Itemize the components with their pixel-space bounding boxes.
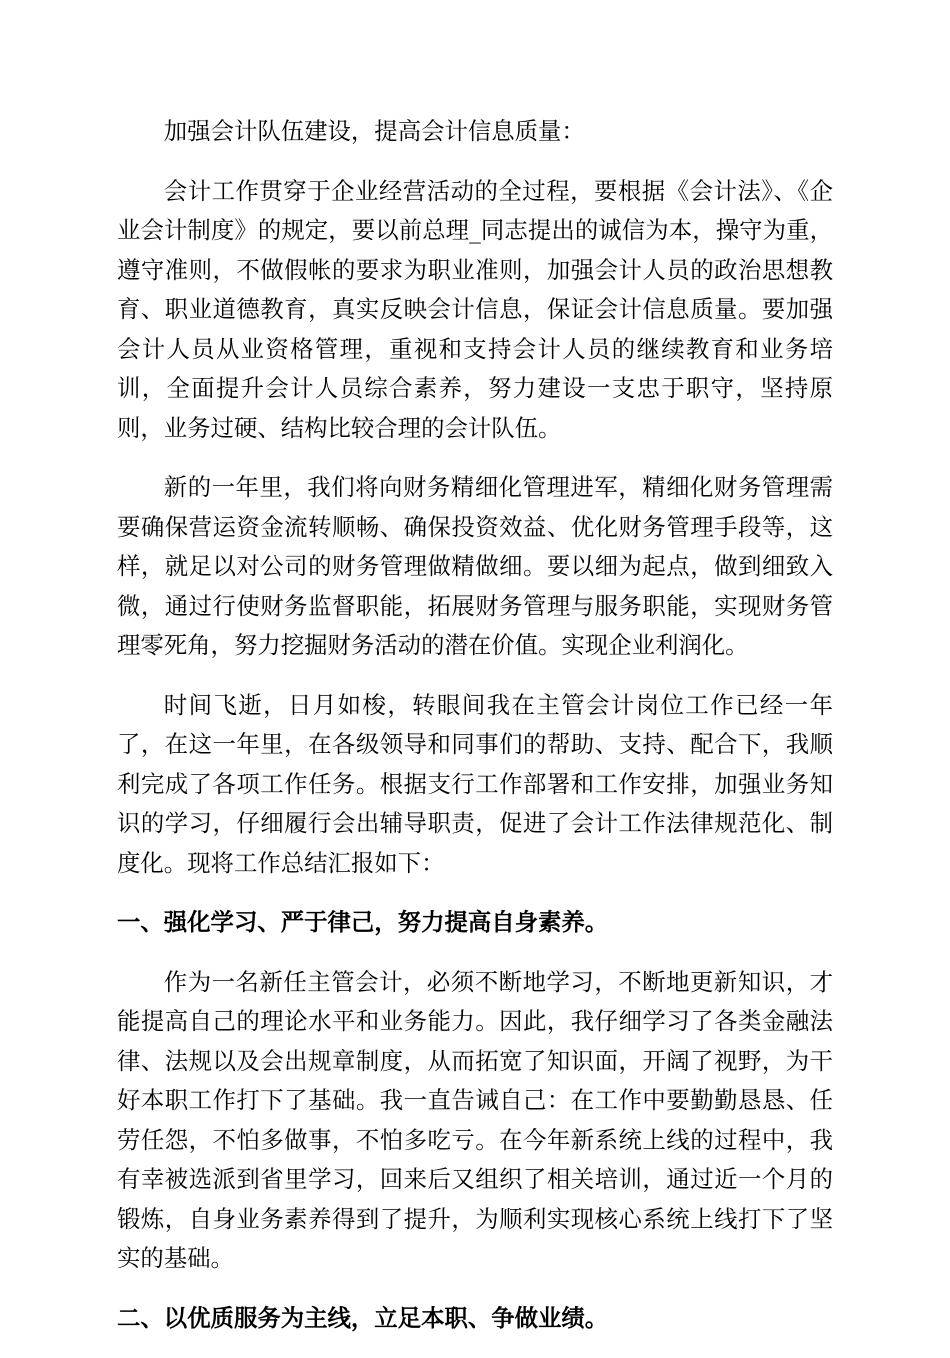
document-page <box>117 112 833 1358</box>
paragraph-year-summary: 时间飞逝，日月如梭，转眼间我在主管会计岗位工作已经一年了，在这一年里，在各级领导和同事们的帮助、支持、配合下，我顺利完成了各项工作任务。根据支行工作部署和工作安排，加强业务知识的学习，仔细履行会出辅导职责，促进了会计工作法律规范化、制度化。现将工作总结汇报如下： <box>117 690 833 877</box>
section-heading-1: 一、强化学习、严于律己，努力提高自身素养。 <box>117 908 609 936</box>
section-heading-2: 二、以优质服务为主线，立足本职、争做业绩。 <box>117 1303 609 1332</box>
paragraph-fine-management: 新的一年里，我们将向财务精细化管理进军，精细化财务管理需要确保营运资金流转顺畅、确保投资效益、优化财务管理手段等，这样，就足以对公司的财务管理做精做细。要以细为起点，做到细致入微，通过行使财务监督职能，拓展财务管理与服务职能，实现财务管理零死角，努力挖掘财务活动的潜在价值。实现企业利润化。 <box>117 473 833 659</box>
paragraph-learning: 作为一名新任主管会计，必须不断地学习，不断地更新知识，才能提高自己的理论水平和业务能力。因此，我仔细学习了各类金融法律、法规以及会出规章制度，从而拓宽了知识面，开阔了视野，为干好本职工作打下了基础。我一直告诫自己：在工作中要勤勤恳恳、任劳任怨，不怕多做事，不怕多吃亏。在今年新系统上线的过程中，我有幸被选派到省里学习，回来后又组织了相关培训，通过近一个月的锻炼，自身业务素养得到了提升，为顺利实现核心系统上线打下了坚实的基础。 <box>117 967 833 1272</box>
paragraph-intro: 加强会计队伍建设，提高会计信息质量： <box>163 117 585 145</box>
paragraph-accounting-team: 会计工作贯穿于企业经营活动的全过程，要根据《会计法》、《企业会计制度》的规定，要以前总理_同志提出的诚信为本，操守为重，遵守准则，不做假帐的要求为职业准则，加强会计人员的政治思想教育、职业道德教育，真实反映会计信息，保证会计信息质量。要加强会计人员从业资格管理，重视和支持会计人员的继续教育和业务培训，全面提升会计人员综合素养，努力建设一支忠于职守，坚持原则，业务过硬、结构比较合理的会计队伍。 <box>117 176 833 442</box>
